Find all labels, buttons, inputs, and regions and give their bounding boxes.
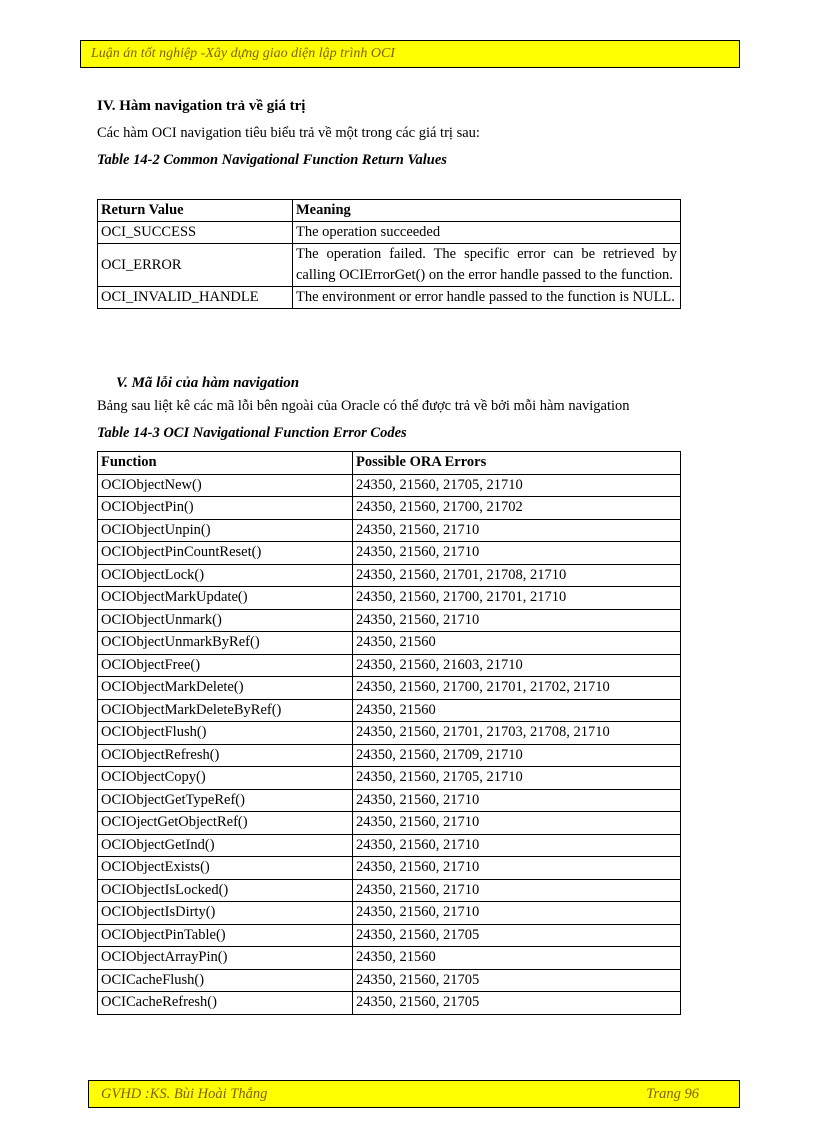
error-codes-table [97, 451, 681, 1015]
table-cell: OCI_ERROR [98, 244, 293, 287]
errors-cell: 24350, 21560, 21705 [353, 924, 681, 947]
table-row [98, 969, 681, 992]
function-cell: OCIOjectGetObjectRef() [98, 812, 353, 835]
column-header: Meaning [293, 200, 681, 222]
function-cell: OCIObjectIsDirty() [98, 902, 353, 925]
errors-cell: 24350, 21560, 21710 [353, 542, 681, 565]
table-14-3-caption: Table 14-3 OCI Navigational Function Error Codes [97, 425, 407, 441]
function-cell: OCIObjectFlush() [98, 722, 353, 745]
function-cell: OCICacheFlush() [98, 969, 353, 992]
errors-cell: 24350, 21560, 21710 [353, 879, 681, 902]
errors-cell: 24350, 21560 [353, 699, 681, 722]
function-cell: OCIObjectMarkUpdate() [98, 587, 353, 610]
table-row [98, 632, 681, 655]
table-header-row [98, 200, 681, 222]
table-row [98, 519, 681, 542]
section-4-title: IV. Hàm navigation trả về giá trị [97, 98, 306, 114]
table-row [98, 587, 681, 610]
table-row [98, 244, 681, 287]
table-row [98, 767, 681, 790]
errors-cell: 24350, 21560, 21710 [353, 812, 681, 835]
function-cell: OCICacheRefresh() [98, 992, 353, 1015]
section-5-title: V. Mã lỗi của hàm navigation [116, 375, 300, 391]
function-cell: OCIObjectUnmark() [98, 609, 353, 632]
table-row [98, 744, 681, 767]
function-cell: OCIObjectLock() [98, 564, 353, 587]
errors-cell: 24350, 21560, 21709, 21710 [353, 744, 681, 767]
column-header: Return Value [98, 200, 293, 222]
function-cell: OCIObjectExists() [98, 857, 353, 880]
table-row [98, 992, 681, 1015]
table-row [98, 564, 681, 587]
section-4-intro: Các hàm OCI navigation tiêu biểu trả về một trong các giá trị sau: [97, 125, 480, 141]
function-cell: OCIObjectRefresh() [98, 744, 353, 767]
table-row [98, 222, 681, 244]
section-5-intro: Bảng sau liệt kê các mã lỗi bên ngoài của Oracle có thể được trả về bởi mỗi hàm navigation [97, 398, 630, 414]
errors-cell: 24350, 21560, 21710 [353, 519, 681, 542]
table-cell: OCI_INVALID_HANDLE [98, 287, 293, 309]
table-row [98, 857, 681, 880]
errors-cell: 24350, 21560, 21705 [353, 969, 681, 992]
table-cell: The operation failed. The specific error can be retrieved by calling OCIErrorGet() on the error handle passed to the function. [293, 244, 681, 287]
column-header: Possible ORA Errors [353, 452, 681, 475]
column-header: Function [98, 452, 353, 475]
table-header-row [98, 452, 681, 475]
errors-cell: 24350, 21560, 21701, 21703, 21708, 21710 [353, 722, 681, 745]
errors-cell: 24350, 21560, 21700, 21701, 21702, 21710 [353, 677, 681, 700]
function-cell: OCIObjectUnmarkByRef() [98, 632, 353, 655]
table-row [98, 722, 681, 745]
table-row [98, 947, 681, 970]
table-row [98, 677, 681, 700]
table-row [98, 497, 681, 520]
table-row [98, 542, 681, 565]
errors-cell: 24350, 21560, 21710 [353, 789, 681, 812]
errors-cell: 24350, 21560, 21710 [353, 902, 681, 925]
errors-cell: 24350, 21560, 21710 [353, 834, 681, 857]
function-cell: OCIObjectPinTable() [98, 924, 353, 947]
errors-cell: 24350, 21560, 21710 [353, 857, 681, 880]
function-cell: OCIObjectGetTypeRef() [98, 789, 353, 812]
errors-cell: 24350, 21560, 21603, 21710 [353, 654, 681, 677]
table-14-2-caption: Table 14-2 Common Navigational Function Return Values [97, 152, 447, 168]
table-cell: The environment or error handle passed to the function is NULL. [293, 287, 681, 309]
table-row [98, 287, 681, 309]
footer-supervisor: GVHD :KS. Bùi Hoài Thắng [101, 1085, 268, 1102]
errors-cell: 24350, 21560, 21705 [353, 992, 681, 1015]
table-row [98, 654, 681, 677]
function-cell: OCIObjectArrayPin() [98, 947, 353, 970]
function-cell: OCIObjectMarkDeleteByRef() [98, 699, 353, 722]
function-cell: OCIObjectPinCountReset() [98, 542, 353, 565]
table-row [98, 902, 681, 925]
table-row [98, 699, 681, 722]
errors-cell: 24350, 21560, 21700, 21702 [353, 497, 681, 520]
table-row [98, 609, 681, 632]
table-row [98, 789, 681, 812]
table-row [98, 924, 681, 947]
function-cell: OCIObjectPin() [98, 497, 353, 520]
header-title: Luận án tốt nghiệp -Xây dựng giao diện lập trình OCI [91, 46, 395, 61]
table-row [98, 812, 681, 835]
table-row [98, 879, 681, 902]
footer-page-number: Trang 96 [646, 1085, 699, 1102]
errors-cell: 24350, 21560, 21705, 21710 [353, 767, 681, 790]
table-cell: The operation succeeded [293, 222, 681, 244]
page-header [80, 40, 740, 68]
function-cell: OCIObjectNew() [98, 474, 353, 497]
function-cell: OCIObjectFree() [98, 654, 353, 677]
table-cell: OCI_SUCCESS [98, 222, 293, 244]
function-cell: OCIObjectIsLocked() [98, 879, 353, 902]
errors-cell: 24350, 21560, 21701, 21708, 21710 [353, 564, 681, 587]
errors-cell: 24350, 21560 [353, 947, 681, 970]
function-cell: OCIObjectUnpin() [98, 519, 353, 542]
errors-cell: 24350, 21560 [353, 632, 681, 655]
function-cell: OCIObjectCopy() [98, 767, 353, 790]
table-row [98, 474, 681, 497]
page-footer [88, 1080, 740, 1108]
function-cell: OCIObjectMarkDelete() [98, 677, 353, 700]
errors-cell: 24350, 21560, 21710 [353, 609, 681, 632]
return-values-table [97, 199, 681, 309]
function-cell: OCIObjectGetInd() [98, 834, 353, 857]
errors-cell: 24350, 21560, 21705, 21710 [353, 474, 681, 497]
errors-cell: 24350, 21560, 21700, 21701, 21710 [353, 587, 681, 610]
table-row [98, 834, 681, 857]
